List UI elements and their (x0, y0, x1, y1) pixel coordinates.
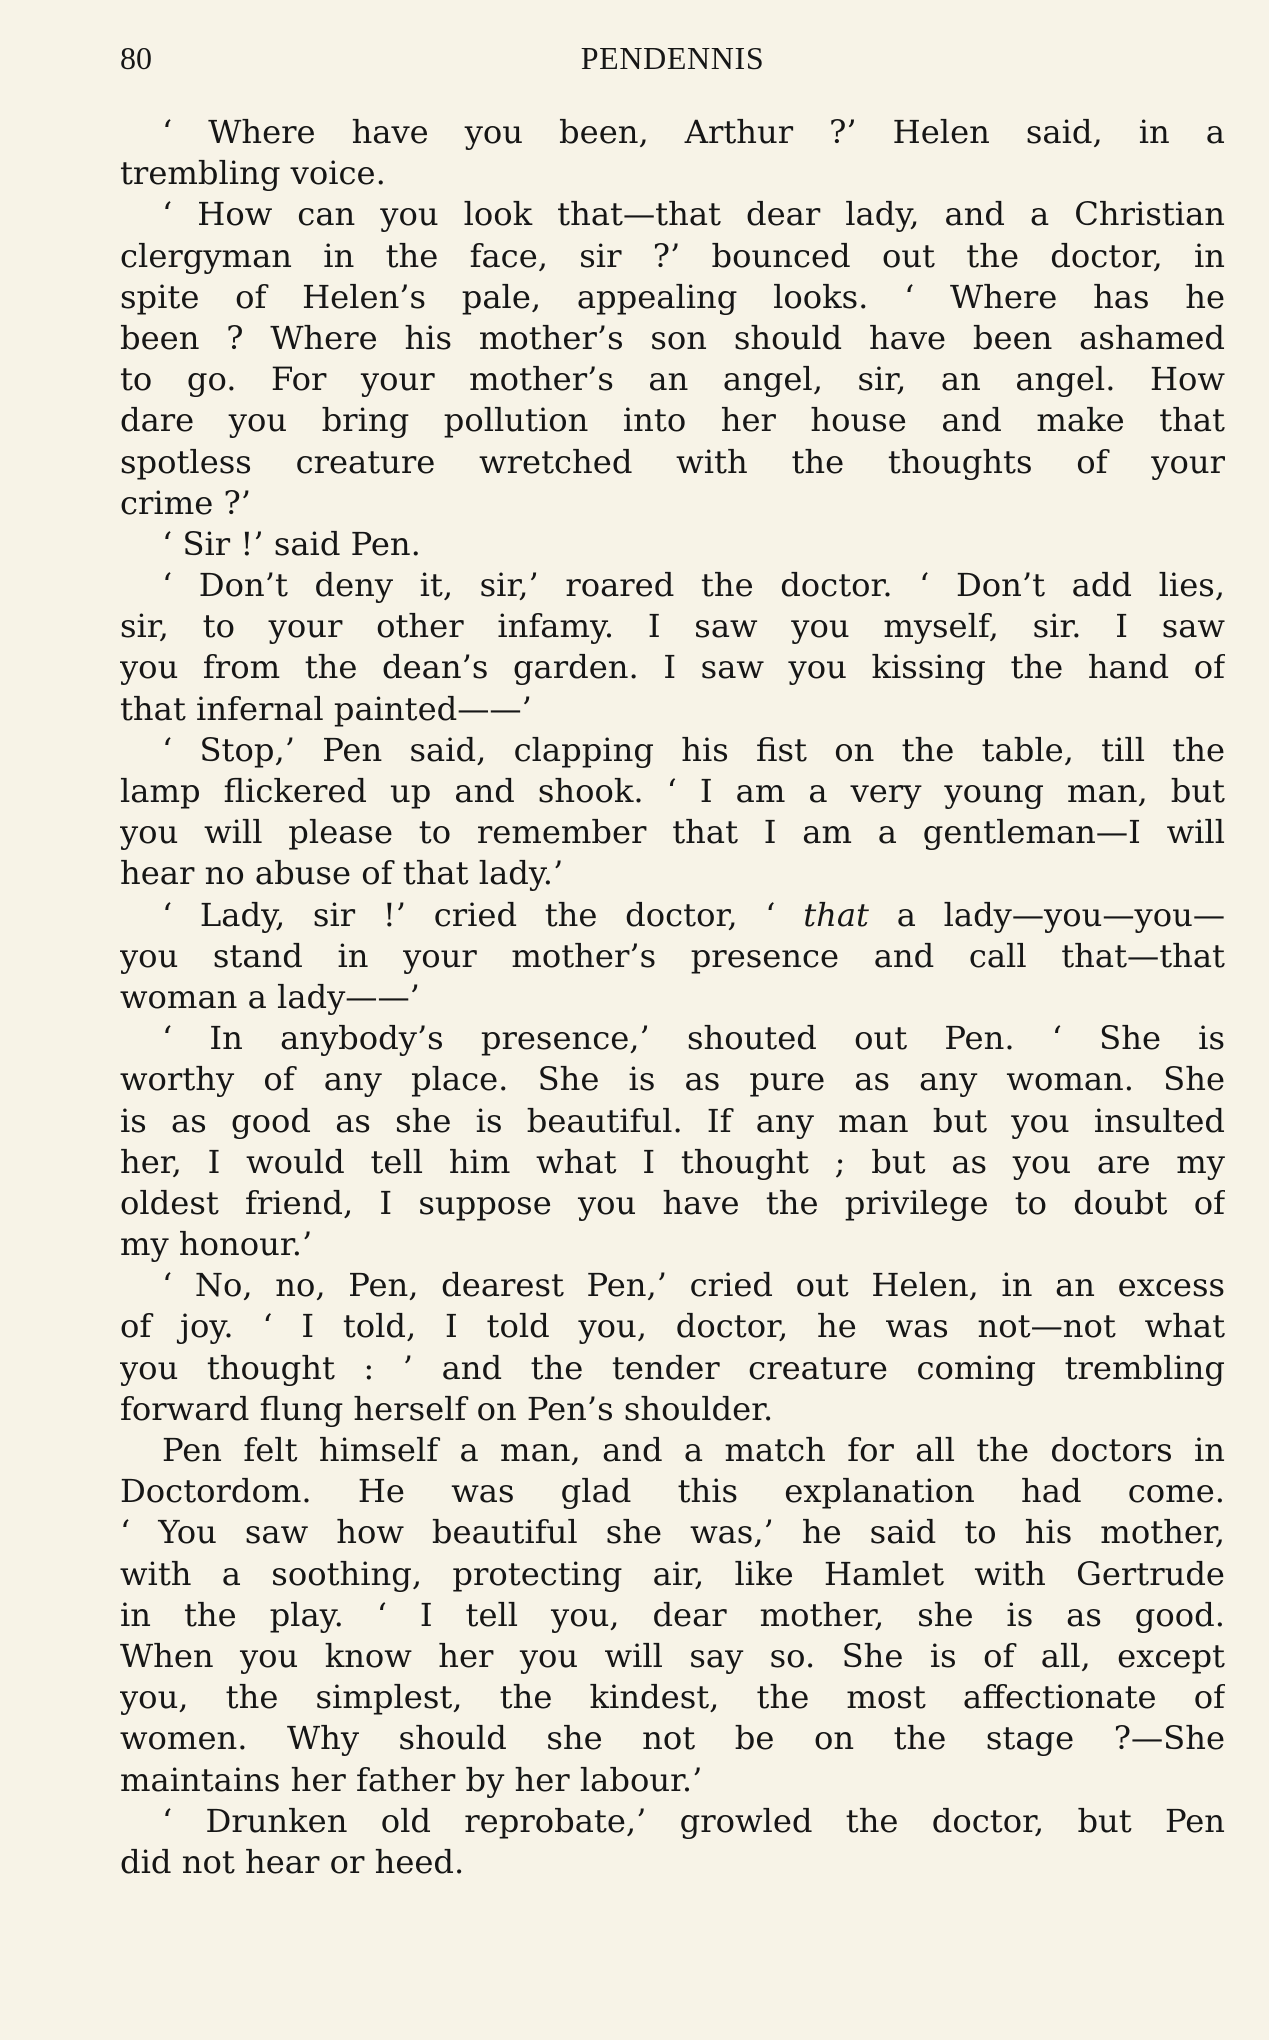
text-line: you thought : ’ and the tender creature coming trembling (120, 1348, 1225, 1387)
text-line: trembling voice. (120, 154, 386, 193)
text-line: ‘ Lady, sir !’ cried the doctor, ‘ that a lady—you—you— (162, 895, 1225, 934)
page-number: 80 (120, 40, 152, 76)
text-line: hear no abuse of that lady.’ (120, 854, 564, 893)
body-text (120, 112, 1225, 1883)
text-line: When you know her you will say so. She is of all, except (120, 1636, 1225, 1675)
text-line: clergyman in the face, sir ?’ bounced out the doctor, in (120, 236, 1225, 275)
text-line: you stand in your mother’s presence and call that—that (120, 936, 1225, 975)
text-line: forward flung herself on Pen’s shoulder. (120, 1389, 774, 1428)
page-header (120, 40, 1225, 84)
text-line: you will please to remember that I am a gentleman—I will (120, 813, 1225, 852)
text-line: ‘ Don’t deny it, sir,’ roared the doctor. ‘ Don’t add lies, (162, 566, 1225, 605)
text-line: ‘ Stop,’ Pen said, clapping his fist on the table, till the (162, 730, 1225, 769)
text-line: of joy. ‘ I told, I told you, doctor, he was not—not what (120, 1307, 1225, 1346)
text-line: spite of Helen’s pale, appealing looks. ‘ Where has he (120, 277, 1225, 316)
text-line: woman a lady——’ (120, 977, 420, 1016)
text-line: in the play. ‘ I tell you, dear mother, she is as good. (120, 1595, 1225, 1634)
text-line: ‘ You saw how beautiful she was,’ he said to his mother, (120, 1513, 1225, 1552)
text-line: ‘ Drunken old reprobate,’ growled the doctor, but Pen (162, 1801, 1225, 1840)
text-line: is as good as she is beautiful. If any man but you insulted (120, 1101, 1225, 1140)
text-line: did not hear or heed. (120, 1842, 465, 1881)
text-line: ‘ Where have you been, Arthur ?’ Helen said, in a (162, 113, 1225, 151)
text-line: worthy of any place. She is as pure as any woman. She (120, 1060, 1225, 1099)
text-line: you, the simplest, the kindest, the most affectionate of (120, 1678, 1225, 1717)
text-line: ‘ How can you look that—that dear lady, and a Christian (162, 195, 1225, 234)
text-line: her, I would tell him what I thought ; but as you are my (120, 1142, 1225, 1181)
text-line: spotless creature wretched with the thoughts of your (120, 442, 1225, 481)
text-line: ‘ In anybody’s presence,’ shouted out Pen. ‘ She is (162, 1019, 1225, 1058)
running-title: PENDENNIS (580, 40, 765, 76)
text-line: maintains her father by her labour.’ (120, 1760, 703, 1799)
text-line: ‘ Sir !’ said Pen. (162, 524, 421, 563)
text-line: with a soothing, protecting air, like Hamlet with Gertrude (120, 1554, 1225, 1593)
text-line: Pen felt himself a man, and a match for all the doctors in (162, 1431, 1225, 1469)
text-line: you from the dean’s garden. I saw you kissing the hand of (120, 648, 1225, 687)
text-line: Doctordom. He was glad this explanation had come. (120, 1472, 1225, 1511)
text-line: dare you bring pollution into her house and make that (120, 401, 1225, 440)
text-line: been ? Where his mother’s son should have been ashamed (120, 318, 1225, 357)
text-line: lamp flickered up and shook. ‘ I am a very young man, but (120, 772, 1225, 810)
emphasis: that (803, 895, 869, 934)
text-line: oldest friend, I suppose you have the privilege to doubt of (120, 1183, 1225, 1222)
text-line: my honour.’ (120, 1225, 313, 1264)
text-line: to go. For your mother’s an angel, sir, an angel. How (120, 360, 1225, 399)
text-line: sir, to your other infamy. I saw you myself, sir. I saw (120, 607, 1225, 646)
text-line: ‘ No, no, Pen, dearest Pen,’ cried out Helen, in an excess (162, 1266, 1225, 1305)
text-line: crime ?’ (120, 483, 251, 522)
text-line: that infernal painted——’ (120, 689, 532, 728)
text-line: women. Why should she not be on the stage ?—She (120, 1719, 1225, 1758)
